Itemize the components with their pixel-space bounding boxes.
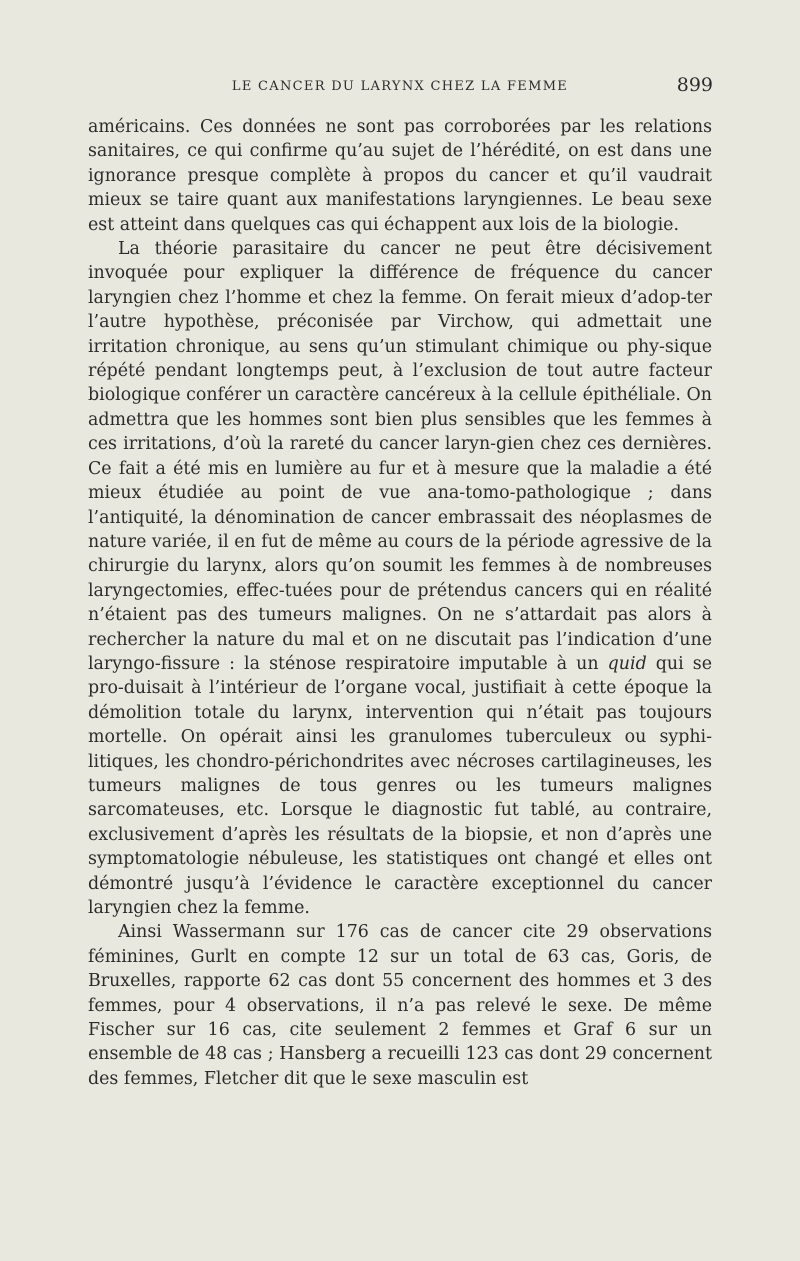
running-title: LE CANCER DU LARYNX CHEZ LA FEMME — [231, 79, 569, 94]
paragraph-3: Ainsi Wassermann sur 176 cas de cancer cite 29 observations féminines, Gurlt en compte 12 sur un total de 63 cas, Goris, de Bruxelles, rapporte 62 cas dont 55 concernent des hommes et 3 des femmes, pour 4 observations, il n’a pas relevé le sexe. De même Fischer sur 16 cas, cite seulement 2 femmes et Graf 6 sur un ensemble de 48 cas ; Hansberg a recueilli 123 cas dont 29 concernent des femmes, Fletcher dit que le sexe masculin est — [88, 922, 712, 1089]
page-header — [88, 74, 712, 98]
paragraph-2-end: qui se pro-duisait à l’intérieur de l’organe vocal, justifiait à cette époque la démolition totale du larynx, intervention qui n’était pas toujours mortelle. On opérait ainsi les granulomes tuberculeux ou syphi-litiques, les chondro-périchondrites avec nécroses cartilagineuses, les tumeurs malignes de tous genres ou les tumeurs malignes sarcomateuses, etc. Lorsque le diagnostic fut tablé, au contraire, exclusivement d’après les résultats de la biopsie, et non d’après une symptomatologie nébuleuse, les statistiques ont changé et elles ont démontré jusqu’à l’évidence le caractère exceptionnel du cancer laryngien chez la femme. — [88, 653, 713, 918]
body-text — [88, 115, 712, 1091]
paragraph-2 — [88, 237, 712, 920]
paragraph-1: américains. Ces données ne sont pas corroborées par les relations sanitaires, ce qui confirme qu’au sujet de l’hérédité, on est dans une ignorance presque complète à propos du cancer et qu’il vaudrait mieux se taire quant aux manifestations laryngiennes. Le beau sexe est atteint dans quelques cas qui échappent aux lois de la biologie. — [88, 117, 712, 235]
paragraph-2-start: La théorie parasitaire du cancer ne peut être décisivement invoquée pour expliquer la différence de fréquence du cancer laryngien chez l’homme et chez la femme. On ferait mieux d’adop-ter l’autre hypothèse, préconisée par Virchow, qui admettait une irritation chronique, au sens qu’un stimulant chimique ou phy-sique répété pendant longtemps peut, à l’exclusion de tout autre facteur biologique conférer un caractère cancéreux à la cellule épithéliale. On admettra que les hommes sont bien plus sensibles que les femmes à ces irritations, d’où la rareté du cancer laryn-gien chez ces dernières. Ce fait a été mis en lumière au fur et à mesure que la maladie a été mieux étudiée au point de vue ana-tomo-pathologique ; dans l’antiquité, la dénomination de cancer embrassait des néoplasmes de nature variée, il en fut de même au cours de la période agressive de la chirurgie du larynx, alors qu’on soumit les femmes à de nombreuses laryngectomies, effec-tuées pour de prétendus cancers qui en réalité n’étaient pas des tumeurs malignes. On ne s’attardait pas alors à rechercher la nature du mal et on ne discutait pas l’indication d’une laryngo-fissure : la sténose respiratoire imputable à un — [88, 239, 712, 674]
page-number: 899 — [676, 74, 713, 96]
italic-word: quid — [607, 653, 647, 674]
